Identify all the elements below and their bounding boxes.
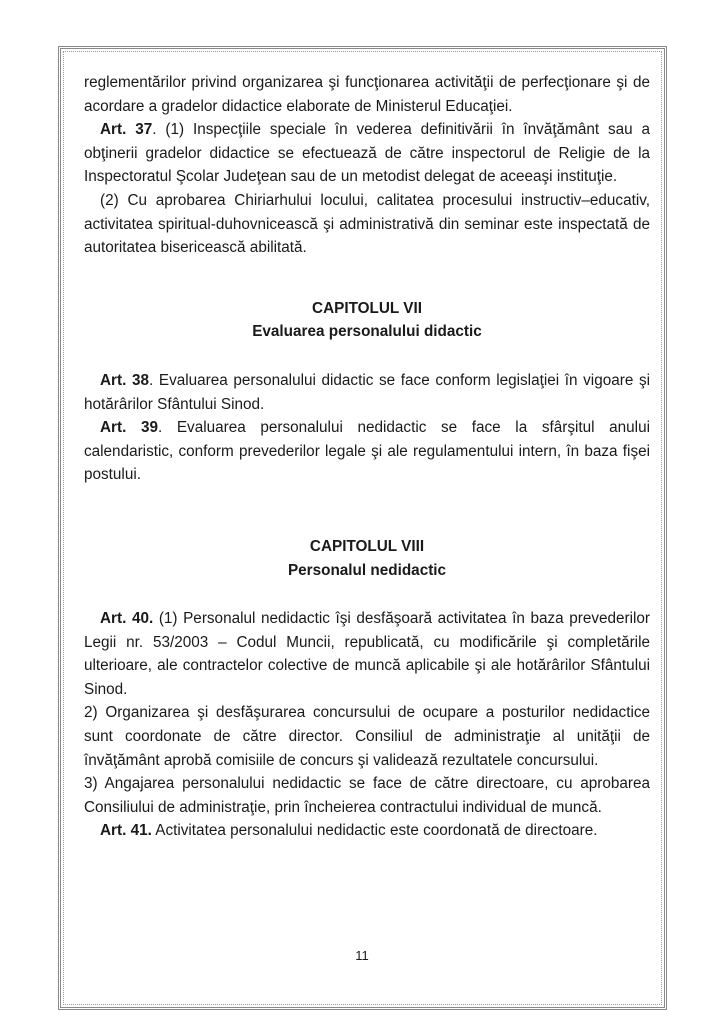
article-37-label: Art. 37 — [100, 121, 153, 139]
article-40-paragraph-2: 2) Organizarea şi desfăşurarea concursului de ocupare a posturilor nedidactice sunt coordonate de către director. Consiliul de administraţie al unităţii de învăţământ aprobă comisiile de concurs şi validează rezultatele concursului. — [84, 704, 650, 769]
page-number: 11 — [355, 948, 369, 963]
article-41-label: Art. 41. — [100, 822, 152, 840]
chapter-7-title: Evaluarea personalului didactic — [252, 323, 482, 341]
chapter-7-number: CAPITOLUL VII — [312, 299, 422, 317]
article-39-label: Art. 39 — [100, 419, 158, 437]
article-37-text-1: . (1) Inspecţiile speciale în vederea definitivării în învăţământ sau a obţinerii gradelor didactice se efectuează de către inspectorul de Religie de la Inspectoratul Şcolar Judeţean sau de un metodist delegat de aceeaşi instituţie. — [84, 121, 651, 186]
article-41-text: Activitatea personalului nedidactic este coordonată de directoare. — [151, 822, 598, 840]
article-41-paragraph — [84, 819, 650, 843]
article-37-paragraph-1 — [84, 118, 650, 189]
article-40-paragraph-3: 3) Angajarea personalului nedidactic se face de către directoare, cu aprobarea Consiliului de administraţie, prin încheierea contractului individual de muncă. — [84, 775, 650, 816]
article-40-paragraph-1 — [84, 607, 650, 701]
document-body — [84, 71, 650, 843]
article-39-text: . Evaluarea personalului nedidactic se face la sfârşitul anului calendaristic, conform prevederilor legale şi ale regulamentului intern, în baza fişei postului. — [84, 419, 650, 484]
article-40-text-1: (1) Personalul nedidactic îşi desfăşoară activitatea în baza prevederilor Legii nr. 53/2003 – Codul Muncii, republicată, cu modificările şi completările ulterioare, ale contractelor colective de muncă aplicabile şi ale hotărârilor Sfântului Sinod. — [84, 610, 651, 698]
article-37-paragraph-2: (2) Cu aprobarea Chiriarhului locului, calitatea procesului instructiv–educativ, activitatea spiritual-duhovnicească şi administrativă din seminar este inspectată de autoritatea bisericească abilitată. — [84, 191, 650, 257]
article-38-text: . Evaluarea personalului didactic se face conform legislaţiei în vigoare şi hotărârilor Sfântului Sinod. — [84, 371, 651, 413]
article-39-paragraph — [84, 416, 650, 487]
chapter-8-title: Personalul nedidactic — [287, 561, 447, 579]
article-40-label: Art. 40. — [100, 610, 154, 628]
article-38-paragraph — [84, 369, 650, 416]
intro-paragraph: reglementărilor privind organizarea şi funcţionarea activităţii de perfecţionare şi de acordare a gradelor didactice elaborate de Ministerul Educaţiei. — [84, 74, 650, 115]
article-38-label: Art. 38 — [100, 371, 149, 389]
chapter-8-number: CAPITOLUL VIII — [309, 537, 425, 555]
